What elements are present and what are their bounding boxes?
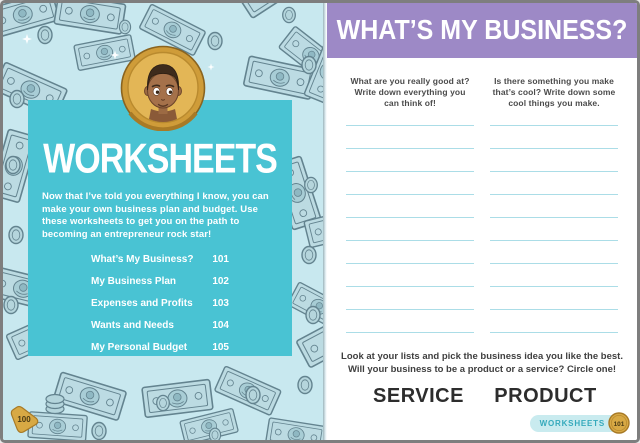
- instruction-line-1: Look at your lists and pick the business idea you like the best.: [341, 351, 623, 362]
- coin-icon: [9, 227, 23, 244]
- coin-icon: [157, 395, 170, 410]
- toc-label: Expenses and Profits: [91, 298, 193, 309]
- coin-icon: [298, 377, 312, 394]
- coin-stack-icon: [46, 395, 64, 414]
- toc-label: Wants and Needs: [91, 320, 174, 331]
- instruction-line-2: Will your business to be a product or a service? Circle one!: [347, 364, 617, 375]
- coin-icon: [302, 247, 316, 264]
- worksheet-body: [327, 58, 637, 440]
- toc-row: [91, 298, 229, 309]
- intro-text: Now that I’ve told you everything I know, you can make your own business plan and budget. Use these worksheets to get you on the path to becoming an entrepreneur rock star!: [42, 191, 269, 240]
- choice-service: SERVICE: [373, 385, 464, 407]
- writing-lines: [490, 120, 618, 333]
- writing-line: [346, 218, 474, 241]
- choice-product: PRODUCT: [494, 385, 597, 407]
- toc-page-number: 104: [212, 320, 229, 331]
- boy-coin-illustration: [120, 45, 206, 131]
- writing-line: [346, 172, 474, 195]
- worksheets-panel: [28, 100, 292, 356]
- money-bill-icon: [53, 372, 127, 421]
- money-bill-icon: [142, 379, 213, 417]
- writing-line: [346, 149, 474, 172]
- toc-label: My Business Plan: [91, 276, 177, 287]
- toc-row: [91, 254, 229, 265]
- writing-line: [346, 195, 474, 218]
- coin-icon: [306, 307, 320, 324]
- question-text: Is there something you make that’s cool? Write down some cool things you make.: [492, 76, 616, 108]
- coin-icon: [10, 91, 24, 108]
- table-of-contents: [91, 254, 229, 353]
- sparkle-icon: [22, 34, 32, 44]
- writing-line: [490, 264, 618, 287]
- section-tab: WORKSHEETS: [530, 415, 621, 432]
- page-number-badge-right: [608, 412, 630, 434]
- writing-line: [346, 264, 474, 287]
- writing-line: [490, 172, 618, 195]
- page-title: WORKSHEETS: [43, 136, 277, 183]
- money-bill-icon: [287, 282, 323, 332]
- toc-label: My Personal Budget: [91, 342, 188, 353]
- page-number-left: 100: [17, 415, 31, 424]
- coin-icon: [38, 27, 52, 44]
- money-bill-icon: [266, 418, 323, 440]
- coin-icon: [209, 428, 220, 440]
- writing-line: [346, 310, 474, 333]
- writing-line: [490, 195, 618, 218]
- toc-page-number: 101: [212, 254, 229, 265]
- coin-icon: [6, 157, 20, 174]
- right-page: [327, 3, 637, 440]
- coin-icon: [92, 423, 106, 440]
- answer-column-left: [346, 76, 474, 333]
- worksheet-header: [327, 3, 637, 58]
- page-number-right: 101: [613, 421, 625, 428]
- coin-icon: [283, 7, 296, 22]
- toc-page-number: 102: [212, 276, 229, 287]
- coin-icon: [246, 387, 260, 404]
- coin-icon: [305, 177, 318, 192]
- coin-icon: [119, 20, 130, 34]
- money-bill-icon: [54, 3, 126, 34]
- worksheet-title: WHAT’S MY BUSINESS?: [336, 14, 628, 46]
- question-text: What are you really good at? Write down everything you can think of!: [350, 76, 470, 108]
- page-footer: [530, 412, 630, 434]
- writing-line: [490, 241, 618, 264]
- toc-row: [91, 320, 229, 331]
- writing-line: [346, 241, 474, 264]
- choices-row: [333, 385, 631, 408]
- toc-label: What’s My Business?: [91, 254, 194, 265]
- writing-line: [490, 149, 618, 172]
- writing-line: [346, 126, 474, 149]
- writing-line: [490, 218, 618, 241]
- writing-lines: [346, 120, 474, 333]
- writing-line: [490, 310, 618, 333]
- sparkle-icon: [208, 64, 215, 71]
- toc-row: [91, 276, 229, 287]
- toc-page-number: 103: [212, 298, 229, 309]
- money-bill-icon: [236, 3, 309, 18]
- writing-line: [346, 287, 474, 310]
- toc-page-number: 105: [212, 342, 229, 353]
- coin-icon: [208, 33, 222, 50]
- answer-columns: [333, 76, 631, 333]
- instruction-text: [333, 350, 631, 376]
- page-number-badge-left: [10, 404, 40, 436]
- writing-line: [490, 287, 618, 310]
- answer-column-right: [490, 76, 618, 333]
- left-page: [3, 3, 323, 440]
- writing-line: [490, 126, 618, 149]
- toc-row: [91, 342, 229, 353]
- coin-icon: [4, 297, 18, 314]
- coin-icon: [302, 57, 316, 74]
